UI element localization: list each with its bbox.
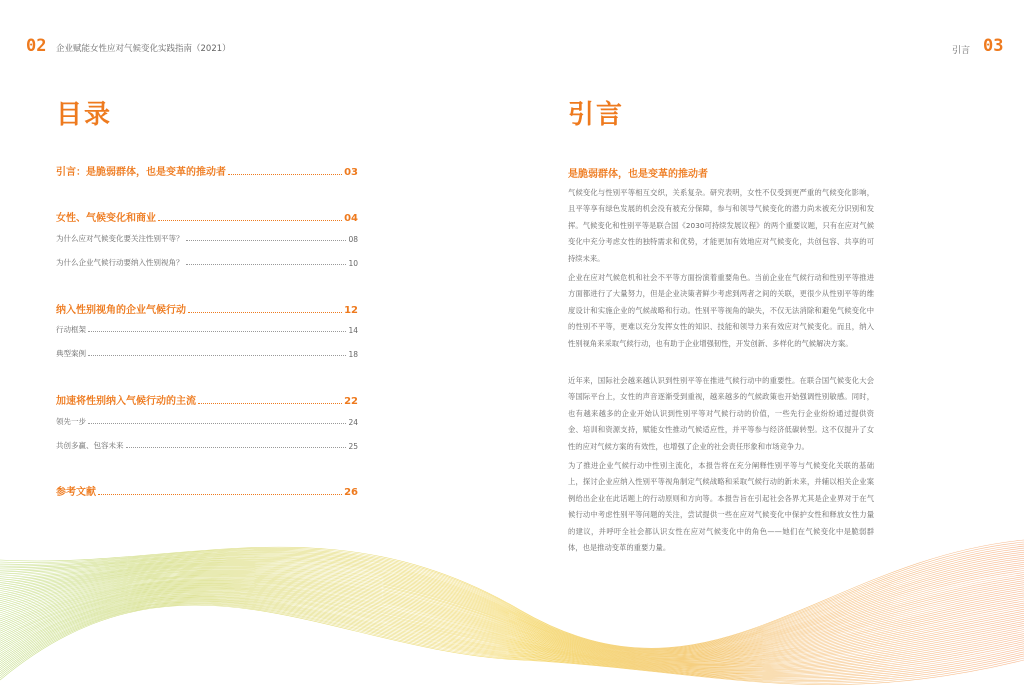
right-page-number: 03 — [983, 36, 1004, 56]
toc-entry-label: 为什么应对气候变化要关注性别平等？ — [56, 234, 184, 243]
intro-paragraph: 为了推进企业气候行动中性别主流化，本报告将在充分阐释性别平等与气候变化关联的基础上，探讨企业应纳入性别平等视角制定气候战略和采取气候行动的新未来，并辅以相关企业案例给出企业在此话题上的行动原则和方向等。本报告旨在引起社会各界尤其是企业界对于在气候行动中考虑性别平等问题的关注，尝试提供一些在应对气候变化中保护女性和释放女性力量的建议，并呼吁全社会都认识女性在应对气候变化中的角色——她们在气候变化中是脆弱群体，也是推动变革的重要力量。 — [568, 461, 874, 553]
toc-subentry[interactable] — [56, 440, 358, 451]
toc-entry-page: 10 — [348, 259, 358, 268]
toc-entry-label: 女性、气候变化和商业 — [56, 213, 156, 224]
left-page-number: 02 — [26, 36, 47, 56]
toc-entry[interactable] — [56, 163, 358, 178]
intro-title: 引言 — [568, 100, 625, 130]
intro-paragraph: 企业在应对气候危机和社会不平等方面扮演着重要角色。当前企业在气候行动和性别平等推进方面都进行了大量努力，但是企业决策者鲜少考虑到两者之间的关联，更很少从性别平等的维度设计和实施企业的气候战略和行动。性别平等视角的缺失，不仅无法消除和避免气候变化中的性别不平等，更难以充分发挥女性的知识、技能和领导力来有效应对气候变化。而且，纳入性别视角来采取气候行动，也有助于企业增强韧性，开发创新、多样化的气候解决方案。 — [568, 273, 874, 348]
toc-entry-label: 引言：是脆弱群体，也是变革的推动者 — [56, 167, 226, 178]
toc-entry-page: 26 — [344, 487, 358, 498]
toc-entry-page: 18 — [348, 350, 358, 359]
intro-paragraph: 近年来，国际社会越来越认识到性别平等在推进气候行动中的重要性。在联合国气候变化大会等国际平台上，女性的声音逐渐受到重视，越来越多的气候政策也开始强调性别敏感。同时，也有越来越多的企业开始认识到性别平等对气候行动的价值，一些先行企业纷纷通过提供资金、培训和资源支持，赋能女性推动气候适应性，并平等参与经济低碳转型。这不仅提升了女性的应对气候方案的有效性，也增强了企业的社会责任形象和市场竞争力。 — [568, 376, 874, 451]
toc-subentry[interactable] — [56, 348, 358, 359]
toc-entry-label: 行动框架 — [56, 325, 86, 334]
toc-entry-label: 典型案例 — [56, 349, 86, 358]
toc-subentry[interactable] — [56, 324, 358, 335]
intro-paragraph: 气候变化与性别平等相互交织，关系复杂。研究表明，女性不仅受到更严重的气候变化影响，且平等享有绿色发展的机会没有被充分保障，参与和领导气候变化的潜力尚未被充分识别和发挥。气候变化和性别平等是联合国《2030可持续发展议程》的两个重要议题，只有在应对气候变化中充分考虑女性的独特需求和优势，才能更加有效地应对气候变化，共创包容、共享的可持续未来。 — [568, 188, 874, 263]
wave-line — [0, 603, 1024, 681]
toc-subentry[interactable] — [56, 416, 358, 427]
toc-entry-label: 领先一步 — [56, 417, 86, 426]
toc-entry-page: 14 — [348, 326, 358, 335]
toc-entry-page: 04 — [344, 213, 358, 224]
toc-entry-label: 参考文献 — [56, 487, 96, 498]
toc-entry-page: 08 — [348, 235, 358, 244]
right-running-title: 引言 — [952, 46, 971, 56]
toc-entry-label: 共创多赢、包容未来 — [56, 441, 124, 450]
toc-entry-page: 24 — [348, 418, 358, 427]
toc-entry-label: 为什么企业气候行动要纳入性别视角？ — [56, 258, 184, 267]
toc-entry[interactable] — [56, 301, 358, 316]
toc-subentry[interactable] — [56, 233, 358, 244]
toc-entry-page: 25 — [348, 442, 358, 451]
toc-entry-label: 加速将性别纳入气候行动的主流 — [56, 396, 196, 407]
toc-entry-page: 12 — [344, 305, 358, 316]
toc-entry[interactable] — [56, 209, 358, 224]
toc-subentry[interactable] — [56, 257, 358, 268]
toc-entry-label: 纳入性别视角的企业气候行动 — [56, 305, 186, 316]
toc-entry-page: 22 — [344, 396, 358, 407]
toc-entry[interactable] — [56, 392, 358, 407]
toc-entry[interactable] — [56, 483, 358, 498]
running-title: 企业赋能女性应对气候变化实践指南（2021） — [56, 44, 231, 54]
intro-section-heading: 是脆弱群体，也是变革的推动者 — [568, 169, 708, 180]
toc-title: 目录 — [56, 100, 113, 130]
toc-entry-page: 03 — [344, 167, 358, 178]
